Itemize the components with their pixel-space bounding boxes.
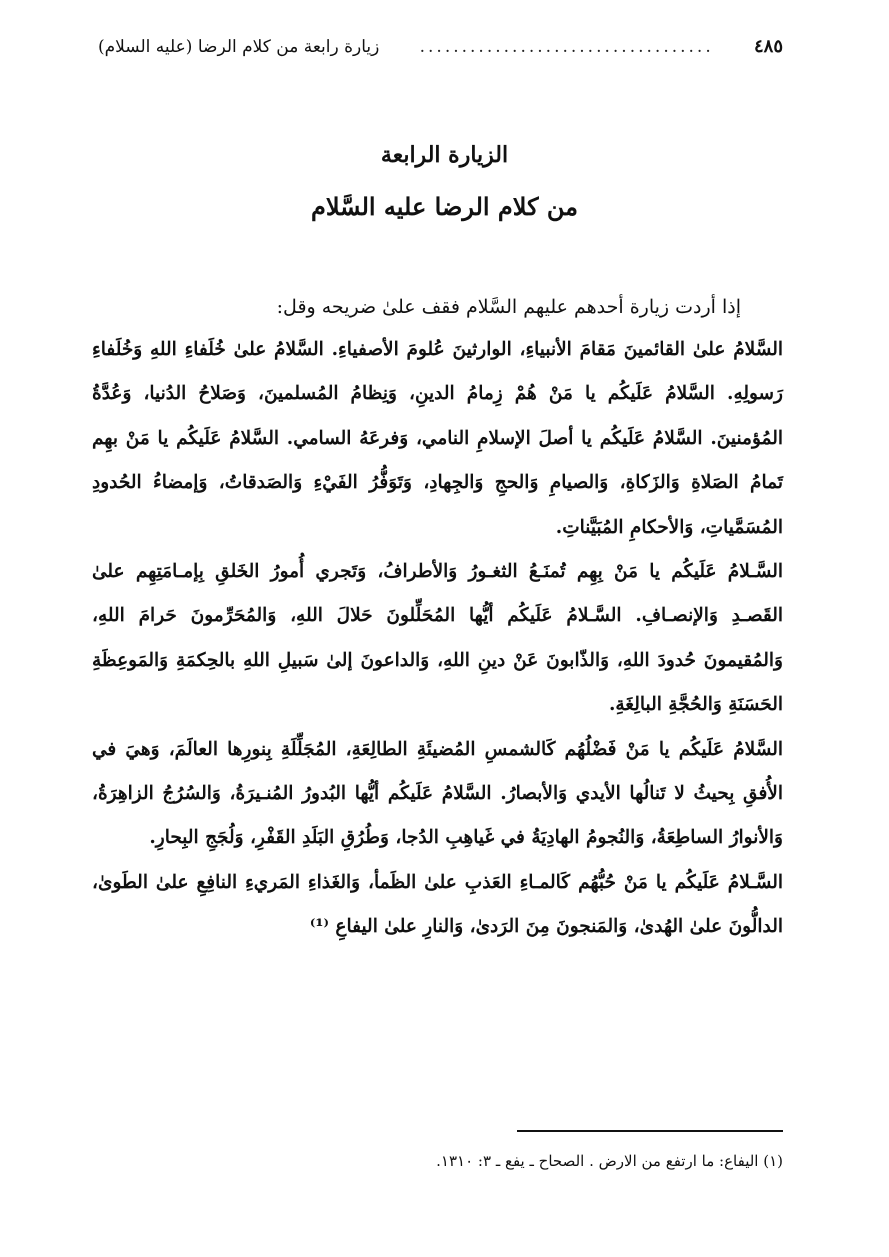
ziyarah-paragraph-4: السَّـلامُ عَلَيكُم يا مَنْ حُبُّهُم كَالمـاءِ العَذبِ علىٰ الظَمأ، وَالغَذاءِ المَريءِ النافِعِ علىٰ الطَوىٰ، الدالُّونَ علىٰ الهُدىٰ، وَالمَنجونَ مِنَ الرَدىٰ، وَالنارِ علىٰ اليفاعِ ⁽¹⁾	[92, 871, 783, 938]
page-number: ٤٨٥	[753, 36, 783, 57]
running-header-title: زيارة رابعة من كلام الرضا (عليه السلام)	[98, 37, 380, 57]
footnote-separator	[517, 1130, 783, 1132]
footnote: (١) اليفاع: ما ارتفع من الارض . الصحاح ـ يفع ـ ٣: ١٣١٠.	[436, 1152, 783, 1170]
section-subheading: من كلام الرضا عليه السَّلام	[310, 192, 578, 221]
ziyarah-paragraph-3: السَّلامُ عَلَيكُم يا مَنْ فَضْلُهُم كَالشمسِ المُضيئَةِ الطالِعَةِ، المُجَلِّلَةِ بِنورِها العالَمَ، وَهيَ في الأُفقِ بِحيثُ لا تَنالُها الأيدي وَالأبصارُ. السَّلامُ عَلَيكُم أيُّها البُدورُ المُنـيرَةُ، وَالسُرُجُ الزاهِرَةُ، وَالأنوارُ الساطِعَةُ، وَالنُجومُ الهادِيَةُ في غَياهِبِ الدُجا، وَطُرُقِ البَلَدِ القَفْرِ، وَلُجَجِ البِحارِ.	[92, 738, 783, 849]
main-text	[92, 286, 783, 950]
section-heading: الزيارة الرابعة	[380, 142, 509, 168]
running-header	[98, 36, 783, 76]
ziyarah-paragraph-1: السَّلامُ علىٰ القائمينَ مَقامَ الأنبياءِ، الوارثينَ عُلومَ الأصفياءِ. السَّلامُ علىٰ خُلَفاءِ اللهِ وَخُلَفاءِ رَسولِهِ. السَّلامُ عَلَيكُم يا مَنْ هُمْ زِمامُ الدينِ، وَنِظامُ المُسلمينَ، وَصَلاحُ الدُنيا، وَعُدَّةُ المُؤمنينَ. السَّلامُ عَلَيكُم يا أصلَ الإسلامِ النامي، وَفرعَهُ السامي. السَّلامُ عَلَيكُم يا مَنْ بهِم تَمامُ الصَلاةِ وَالزَكاةِ، وَالصيامِ وَالحجِ وَالجِهادِ، وَتَوَفُّرُ الفَيْءِ وَالصَدقاتُ، وَإمضاءُ الحُدودِ المُسَمَّياتِ، وَالأحكامِ المُبَيَّناتِ.	[92, 339, 783, 538]
ziyarah-paragraph-2: السَّـلامُ عَلَيكُم يا مَنْ بِهِم تُمنَـعُ الثغـورُ وَالأطرافُ، وَتَجري أُمورُ الخَلقِ بِإمـامَتِهِم علىٰ القَصـدِ وَالإنصـافِ. السَّـلامُ عَلَيكُم أيُّها المُحَلِّلونَ حَلالَ اللهِ، وَالمُحَرِّمونَ حَرامَ اللهِ، وَالمُقيمونَ حُدودَ اللهِ، وَالذّابونَ عَنْ دينِ اللهِ، وَالداعونَ إلىٰ سَبيلِ اللهِ بالحِكمَةِ وَالمَوعِظَةِ الحَسَنَةِ وَالحُجَّةِ البالِغَةِ.	[92, 561, 783, 716]
intro-paragraph: إذا أردت زيارة أحدهم عليهم السَّلام فقف علىٰ ضريحه وقل:	[276, 296, 741, 318]
header-leader-dots: ...................................	[419, 37, 714, 57]
